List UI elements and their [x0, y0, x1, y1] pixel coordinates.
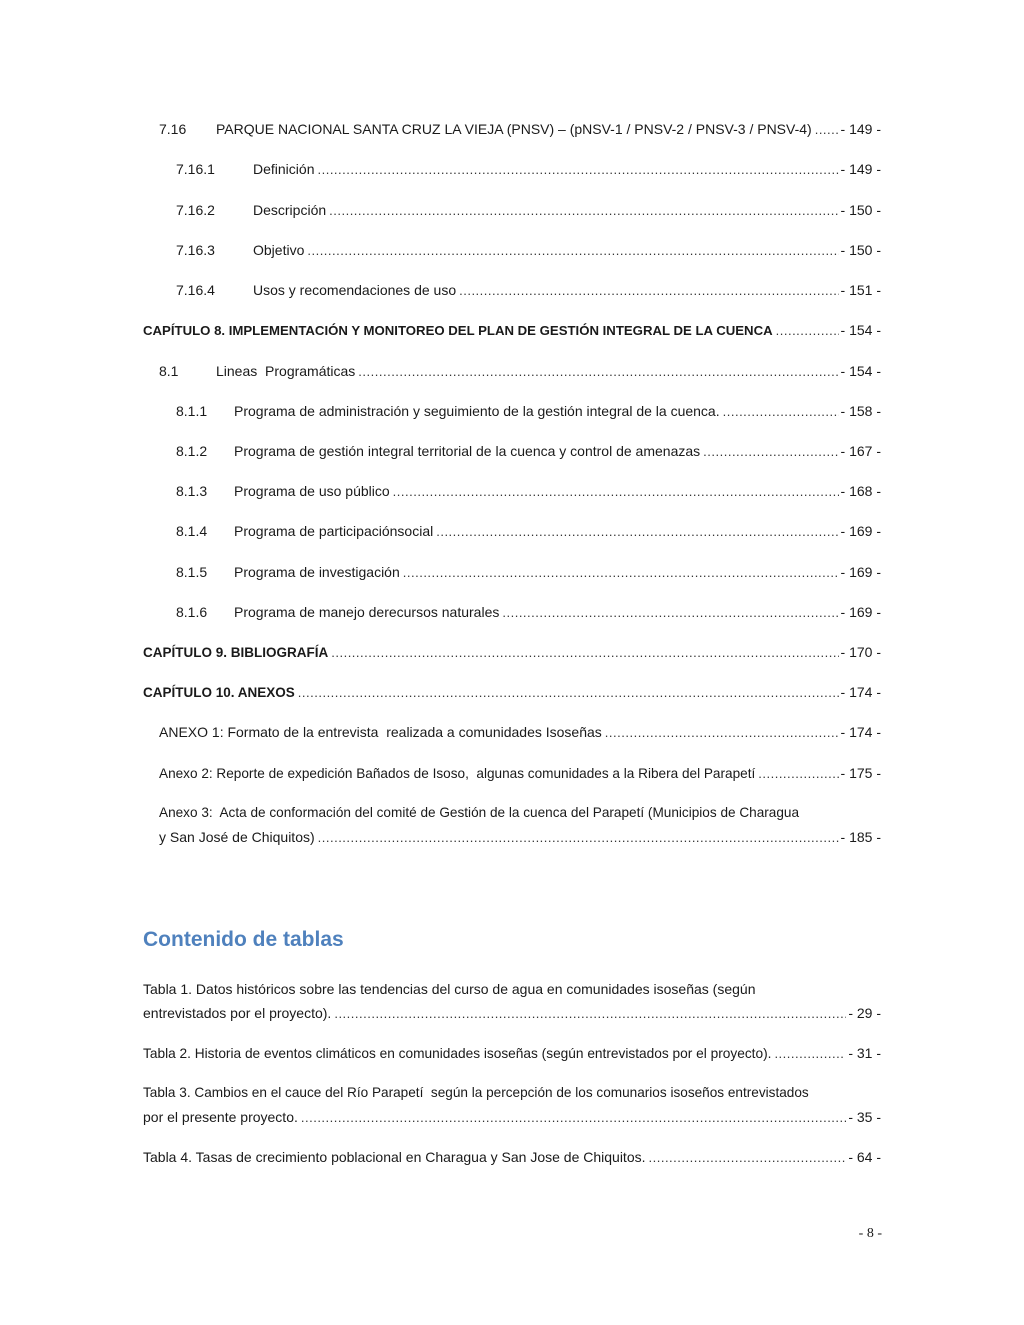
table-title-line-2: por el presente proyecto. [143, 1109, 298, 1125]
toc-page: - 169 - [840, 604, 881, 620]
toc-page: - 170 - [840, 644, 881, 660]
toc-leader [815, 118, 839, 142]
toc-number: 8.1.2 [176, 443, 208, 459]
toc-page: - 185 - [840, 829, 881, 845]
toc-title: Programa de administración y seguimiento de la gestión integral de la cuenca. [234, 403, 720, 419]
toc-number: 7.16.2 [176, 202, 215, 218]
toc-title: Programa de uso público [234, 483, 390, 499]
toc-title: Descripción [253, 202, 327, 218]
toc-entry-7-16-1[interactable] [143, 157, 881, 182]
toc-page: - 175 - [840, 765, 881, 781]
toc-entry-8-1-4[interactable] [143, 519, 881, 544]
toc-number: 7.16 [159, 121, 187, 137]
toc-title: ANEXO 1: Formato de la entrevista realizada a comunidades Isoseñas [159, 724, 602, 740]
toc-page: - 169 - [840, 564, 881, 580]
table-title: Tabla 2. Historia de eventos climáticos en comunidades isoseñas (según entrevistados por el proyecto). [143, 1046, 772, 1061]
toc-entry-8-1-3[interactable] [143, 479, 881, 504]
table-page: - 31 - [848, 1045, 881, 1061]
table-page: - 29 - [848, 1005, 881, 1021]
toc-title: CAPÍTULO 8. IMPLEMENTACIÓN Y MONITOREO DEL PLAN DE GESTIÓN INTEGRAL DE LA CUENCA [143, 323, 773, 338]
toc-page: - 150 - [840, 202, 881, 218]
toc-title: Programa de participaciónsocial [234, 523, 434, 539]
toc-number: 7.16.4 [176, 282, 215, 298]
toc-leader [318, 826, 839, 850]
toc-leader [358, 360, 838, 384]
toc-leader [436, 520, 838, 544]
table-entry-1[interactable] [143, 977, 881, 1026]
toc-entry-7-16[interactable] [143, 117, 881, 142]
table-title-line-2: entrevistados por el proyecto). [143, 1005, 332, 1021]
toc-title: Programa de gestión integral territorial de la cuenca y control de amenazas [234, 443, 701, 459]
toc-leader [334, 1002, 846, 1026]
toc-leader [776, 319, 839, 343]
toc-entry-anexo-2[interactable] [143, 761, 881, 786]
toc-page: - 149 - [840, 121, 881, 137]
toc-entry-8-1-1[interactable] [143, 399, 881, 424]
toc-entry-chapter-8[interactable] [143, 318, 881, 343]
toc-page: - 168 - [840, 483, 881, 499]
toc-number: 8.1.6 [176, 604, 208, 620]
toc-page: - 154 - [840, 322, 881, 338]
toc-leader [703, 440, 838, 464]
toc-entry-8-1-5[interactable] [143, 560, 881, 585]
toc-page: - 150 - [840, 242, 881, 258]
toc-number: 7.16.3 [176, 242, 215, 258]
toc-title: Anexo 2: Reporte de expedición Bañados de Isoso, algunas comunidades a la Ribera del Parapetí [159, 766, 756, 781]
toc-leader [307, 239, 838, 263]
toc-number: 8.1.3 [176, 483, 208, 499]
toc-page: - 167 - [840, 443, 881, 459]
table-entry-2[interactable] [143, 1041, 881, 1066]
toc-page: - 174 - [840, 684, 881, 700]
toc-entry-anexo-1[interactable] [143, 720, 881, 745]
page-number: - 8 - [858, 1226, 882, 1241]
toc-number: 8.1 [159, 363, 179, 379]
table-entry-3[interactable] [143, 1081, 881, 1130]
table-title-line-1: Tabla 3. Cambios en el cauce del Río Parapetí según la percepción de los comunarios isoseños entrevistados [143, 1085, 809, 1100]
toc-entry-chapter-10[interactable] [143, 680, 881, 705]
toc-title: Objetivo [253, 242, 305, 258]
toc-title-line-1: Anexo 3: Acta de conformación del comité de Gestión de la cuenca del Parapetí (Municipios de Charagua [159, 805, 800, 820]
toc-entry-8-1-2[interactable] [143, 439, 881, 464]
toc-leader [329, 199, 838, 223]
toc-leader [649, 1146, 847, 1170]
toc-page: - 151 - [840, 282, 881, 298]
toc-leader [298, 681, 839, 705]
toc-page: - 174 - [840, 724, 881, 740]
toc-entry-chapter-9[interactable] [143, 640, 881, 665]
toc-title: PARQUE NACIONAL SANTA CRUZ LA VIEJA (PNSV) – (pNSV-1 / PNSV-2 / PNSV-3 / PNSV-4) [216, 121, 812, 137]
toc-number: 8.1.4 [176, 523, 208, 539]
toc-page: - 169 - [840, 523, 881, 539]
table-page: - 64 - [848, 1149, 881, 1165]
toc-leader [393, 480, 839, 504]
toc-title: Definición [253, 161, 315, 177]
toc-leader [331, 641, 838, 665]
toc-entry-7-16-4[interactable] [143, 278, 881, 303]
toc-title-line-2: y San José de Chiquitos) [159, 829, 315, 845]
toc-leader [317, 158, 838, 182]
toc-page: - 154 - [840, 363, 881, 379]
section-heading-tables: Contenido de tablas [143, 928, 344, 951]
toc-page: - 149 - [840, 161, 881, 177]
toc-entry-8-1[interactable] [143, 359, 881, 384]
toc-title: CAPÍTULO 9. BIBLIOGRAFÍA [143, 645, 329, 660]
toc-leader [403, 561, 839, 585]
toc-title: Programa de investigación [234, 564, 400, 580]
toc-title: CAPÍTULO 10. ANEXOS [143, 685, 295, 700]
toc-leader [723, 400, 839, 424]
table-entry-4[interactable] [143, 1145, 881, 1170]
toc-number: 8.1.5 [176, 564, 208, 580]
toc-entry-7-16-3[interactable] [143, 238, 881, 263]
toc-leader [301, 1106, 846, 1130]
toc-number: 8.1.1 [176, 403, 208, 419]
toc-entry-8-1-6[interactable] [143, 600, 881, 625]
toc-entry-anexo-3[interactable] [143, 801, 881, 850]
toc-entry-7-16-2[interactable] [143, 198, 881, 223]
toc-title: Usos y recomendaciones de uso [253, 282, 457, 298]
toc-title: Programa de manejo derecursos naturales [234, 604, 500, 620]
toc-number: 7.16.1 [176, 161, 215, 177]
table-title-line-1: Tabla 1. Datos históricos sobre las tendencias del curso de agua en comunidades isoseñas (según [143, 981, 756, 997]
toc-leader [459, 279, 838, 303]
toc-leader [605, 721, 839, 745]
toc-leader [502, 601, 838, 625]
toc-title: Lineas Programáticas [216, 363, 356, 379]
toc-leader [774, 1042, 845, 1066]
toc-leader [758, 762, 838, 786]
table-page: - 35 - [848, 1109, 881, 1125]
table-title: Tabla 4. Tasas de crecimiento poblacional en Charagua y San Jose de Chiquitos. [143, 1149, 646, 1165]
toc-page: - 158 - [840, 403, 881, 419]
